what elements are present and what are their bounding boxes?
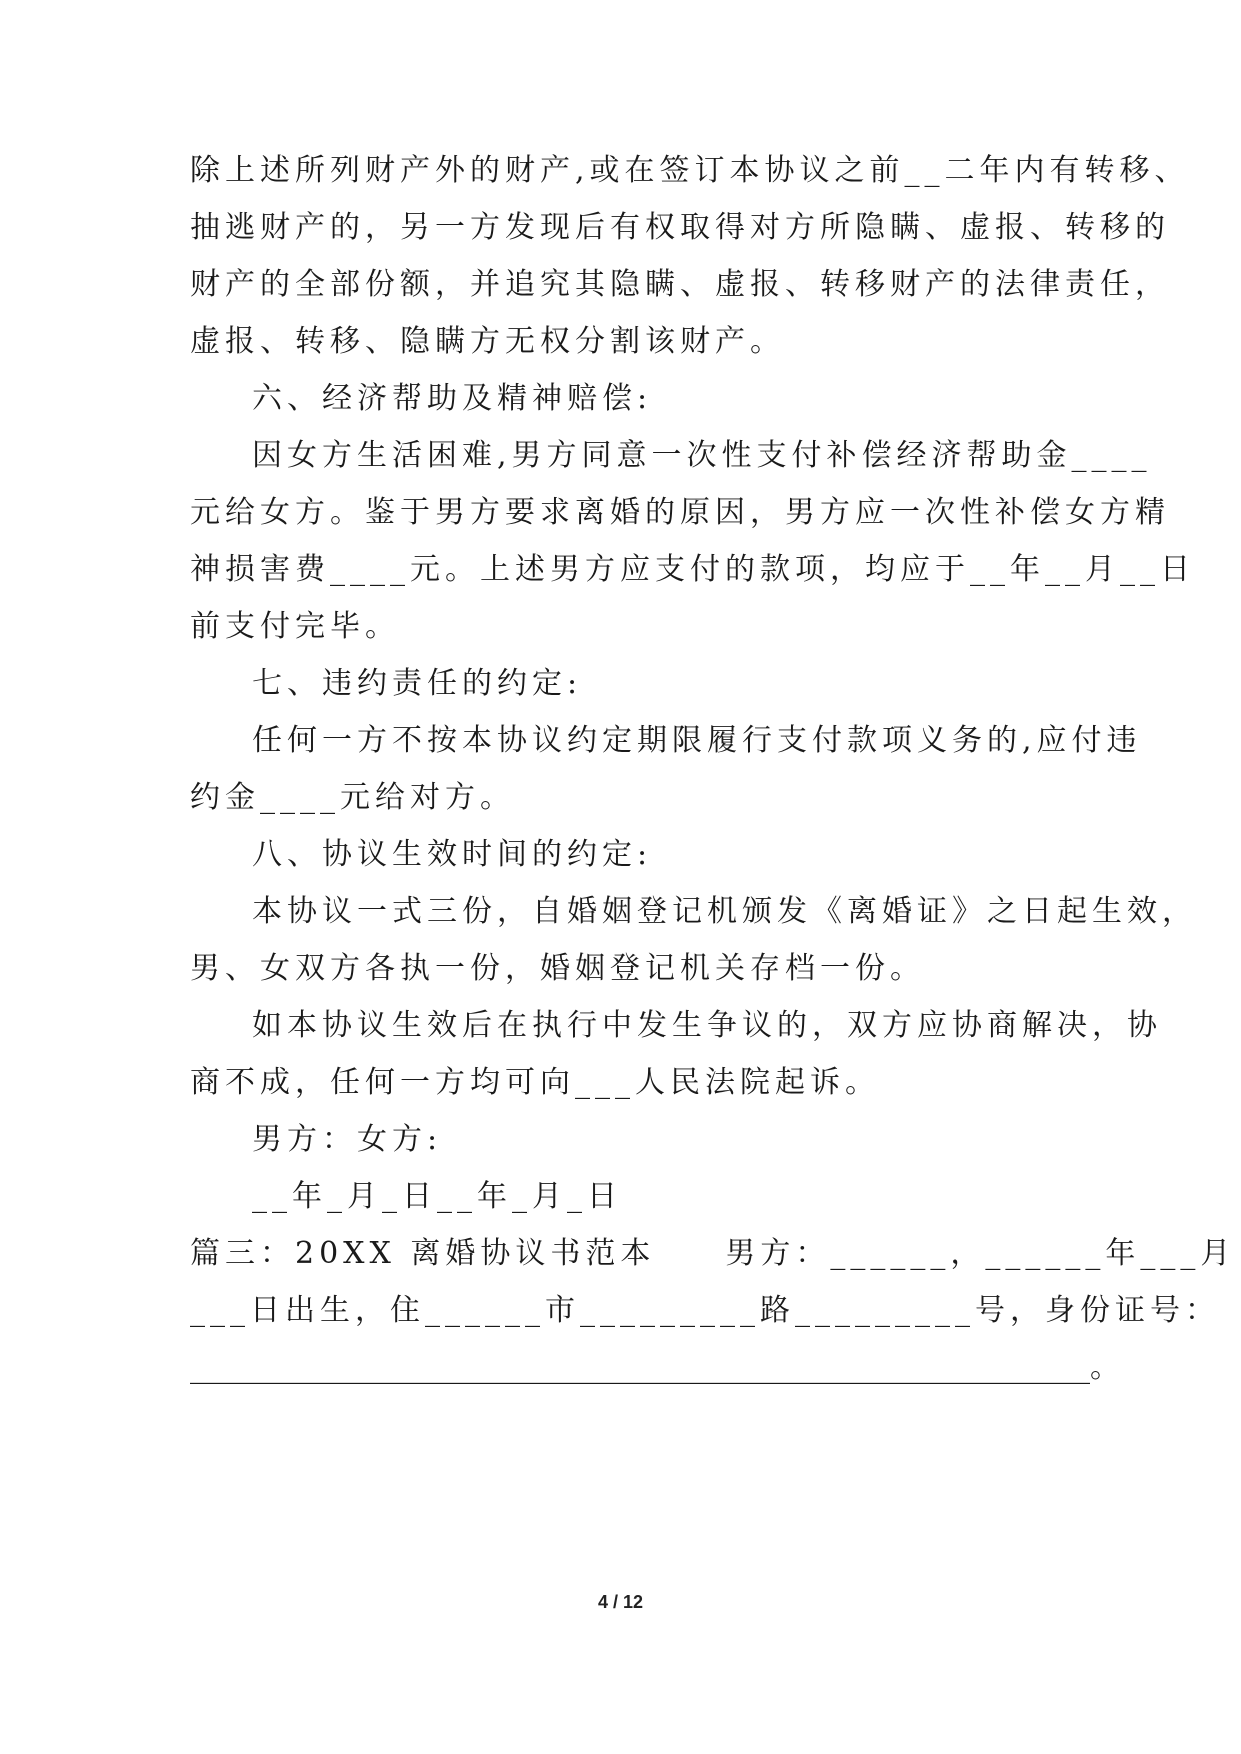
paragraph-line: 任何一方不按本协议约定期限履行支付款项义务的,应付违: [252, 723, 1142, 758]
paragraph-line: 商不成，任何一方均可向___人民法院起诉。: [190, 1065, 880, 1100]
paragraph-line: 抽逃财产的，另一方发现后有权取得对方所隐瞒、虚报、转移的: [190, 210, 1170, 245]
section-heading: 八、协议生效时间的约定:: [252, 837, 653, 872]
paragraph-line: 男、女双方各执一份，婚姻登记机关存档一份。: [190, 951, 925, 986]
paragraph-line: 除上述所列财产外的财产,或在签订本协议之前__二年内有转移、: [190, 153, 1190, 188]
paragraph-line: 如本协议生效后在执行中发生争议的，双方应协商解决，协: [252, 1008, 1162, 1043]
section-heading: 六、经济帮助及精神赔偿:: [252, 381, 653, 416]
paragraph-line: 前支付完毕。: [190, 609, 400, 644]
paragraph-line: 虚报、转移、隐瞒方无权分割该财产。: [190, 324, 785, 359]
section-title-line: 篇三：20XX 离婚协议书范本 男方：______，______年___月: [190, 1236, 1236, 1271]
blank-fill-line: ____________________________________________________________。: [190, 1350, 1120, 1385]
page-number: 4 / 12: [597, 1592, 644, 1612]
paragraph-line: 元给女方。鉴于男方要求离婚的原因，男方应一次性补偿女方精: [190, 495, 1170, 530]
paragraph-line: 财产的全部份额，并追究其隐瞒、虚报、转移财产的法律责任，: [190, 267, 1170, 302]
paragraph-line: ___日出生，住______市_________路_________号，身份证号：: [190, 1293, 1220, 1328]
paragraph-line: 约金____元给对方。: [190, 780, 515, 815]
date-line: __年_月_日__年_月_日: [252, 1179, 622, 1214]
section-heading: 七、违约责任的约定:: [252, 666, 583, 701]
paragraph-line: 神损害费____元。上述男方应支付的款项，均应于__年__月__日: [190, 552, 1195, 587]
paragraph-line: 因女方生活困难,男方同意一次性支付补偿经济帮助金____: [252, 438, 1152, 473]
paragraph-line: 本协议一式三份，自婚姻登记机颁发《离婚证》之日起生效，: [252, 894, 1197, 929]
signature-line: 男方：女方:: [252, 1122, 443, 1157]
